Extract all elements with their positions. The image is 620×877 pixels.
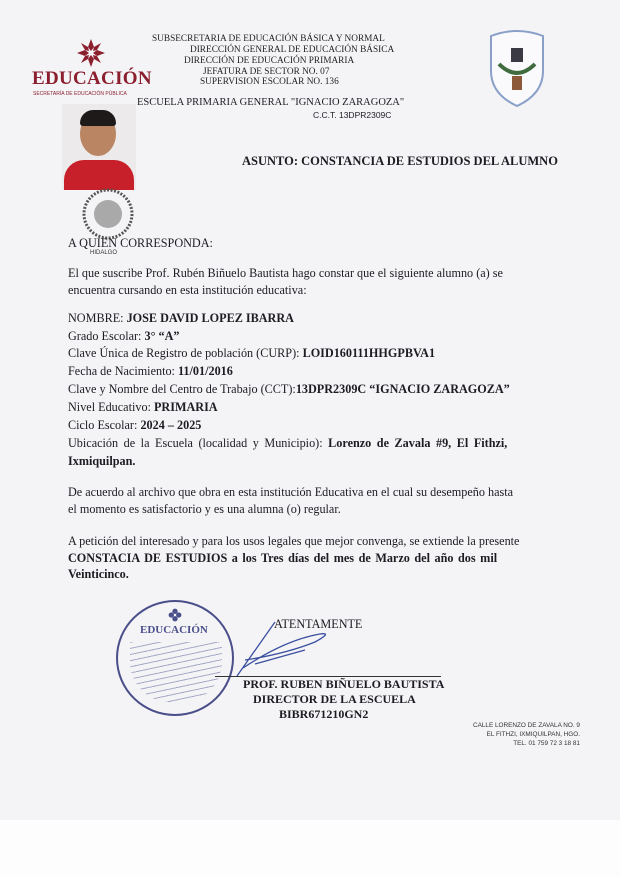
header-line: DIRECCIÓN DE EDUCACIÓN PRIMARIA <box>184 56 355 66</box>
paragraph-line: A petición del interesado y para los usos legales que mejor convenga, se extiende la presente <box>68 534 520 548</box>
field-location-cont <box>68 454 135 469</box>
stamp-emblem-icon <box>167 607 183 623</box>
field-grade <box>68 329 180 344</box>
field-location <box>68 436 507 451</box>
header-line: JEFATURA DE SECTOR NO. 07 <box>203 67 330 77</box>
field-cct <box>68 382 510 397</box>
seal-text: HIDALGO <box>90 250 118 256</box>
header-line: DIRECCIÓN GENERAL DE EDUCACIÓN BÁSICA <box>190 45 395 55</box>
field-value: Ixmiquilpan. <box>68 454 136 468</box>
paragraph-line: De acuerdo al archivo que obra en esta institución Educativa en el cual su desempeño hasta <box>68 485 514 499</box>
student-photo <box>62 104 136 190</box>
address-line: TEL. 01 759 72 3 18 81 <box>513 740 580 747</box>
field-label: Fecha de Nacimiento: <box>68 364 178 378</box>
field-label: Ciclo Escolar: <box>68 418 141 432</box>
field-name <box>68 311 294 326</box>
field-label: Clave Única de Registro de población (CURP): <box>68 346 303 360</box>
field-label: Clave y Nombre del Centro de Trabajo (CCT): <box>68 382 296 396</box>
header-line: SUBSECRETARIA DE EDUCACIÓN BÁSICA Y NORMAL <box>152 34 385 44</box>
paragraph-line: CONSTACIA DE ESTUDIOS a los Tres días del mes de Marzo del año dos mil <box>68 551 498 565</box>
school-address <box>473 721 580 748</box>
address-line: EL FITHZI, IXMIQUILPAN, HGO. <box>486 731 580 738</box>
field-value: PRIMARIA <box>153 400 218 414</box>
school-name: ESCUELA PRIMARIA GENERAL "IGNACIO ZARAGOZA" <box>137 97 405 108</box>
subject: ASUNTO: CONSTANCIA DE ESTUDIOS DEL ALUMNO <box>242 154 558 168</box>
field-value: Lorenzo de Zavala #9, El Fithzi, <box>328 436 508 450</box>
school-shield-icon <box>485 26 549 108</box>
field-curp <box>68 346 435 361</box>
field-value: 2024 – 2025 <box>140 418 202 432</box>
intro-line: El que suscribe Prof. Rubén Biñuelo Bautista hago constar que el siguiente alumno (a) se <box>68 266 503 280</box>
field-value: JOSE DAVID LOPEZ IBARRA <box>126 311 294 325</box>
salutation: A QUIEN CORRESPONDA: <box>68 236 213 250</box>
education-logo <box>32 38 152 100</box>
signer-title: DIRECTOR DE LA ESCUELA <box>253 692 416 706</box>
school-cct: C.C.T. 13DPR2309C <box>313 110 392 120</box>
official-stamp <box>116 600 234 716</box>
field-label: Grado Escolar: <box>68 329 145 343</box>
logo-text: EDUCACIÓN <box>32 68 152 89</box>
closing: ATENTAMENTE <box>274 617 363 631</box>
logo-subtext: SECRETARÍA DE EDUCACIÓN PÚBLICA <box>33 91 127 97</box>
field-label: NOMBRE: <box>68 311 127 325</box>
signer-name: PROF. RUBEN BIÑUELO BAUTISTA <box>243 677 445 691</box>
address-line: CALLE LORENZO DE ZAVALA NO. 9 <box>472 722 580 729</box>
field-level <box>68 400 218 415</box>
field-value: 3° “A” <box>144 329 180 343</box>
header-line: SUPERVISION ESCOLAR NO. 136 <box>200 77 339 87</box>
signature <box>225 620 335 680</box>
field-value: 11/01/2016 <box>178 364 233 378</box>
field-cycle <box>68 418 201 433</box>
national-seal-icon <box>78 188 138 242</box>
signer-rfc: BIBR671210GN2 <box>279 707 369 721</box>
field-label: Ubicación de la Escuela (localidad y Municipio): <box>68 436 329 450</box>
paragraph-line: Veinticinco. <box>68 567 129 581</box>
field-label: Nivel Educativo: <box>68 400 154 414</box>
field-value: LOID160111HHGPBVA1 <box>302 346 436 360</box>
field-value: 13DPR2309C “IGNACIO ZARAGOZA” <box>295 382 510 396</box>
paragraph-line: el momento es satisfactorio y es una alumna (o) regular. <box>68 502 341 516</box>
field-birthdate <box>68 364 233 379</box>
intro-line: encuentra cursando en esta institución educativa: <box>68 283 307 297</box>
page-bottom-margin <box>0 820 620 877</box>
stamp-text: EDUCACIÓN <box>140 624 208 636</box>
flower-emblem-icon <box>76 38 106 68</box>
